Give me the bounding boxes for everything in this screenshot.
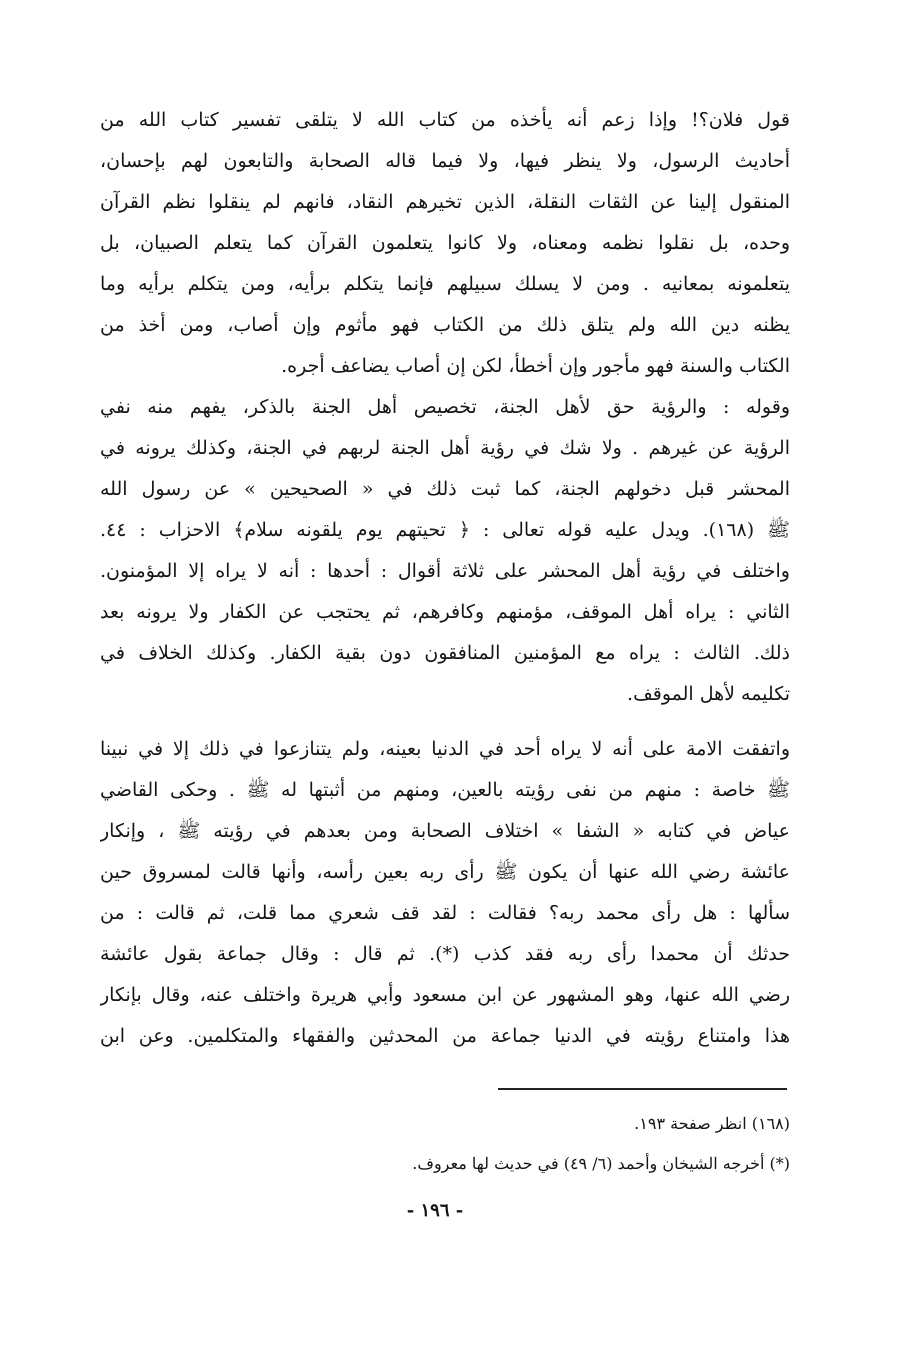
- page-number: - ١٩٦ -: [406, 1200, 464, 1221]
- main-text: [100, 100, 790, 1057]
- text-line: حدثك أن محمدا رأى ربه فقد كذب (*). ثم قال : وقال جماعة بقول عائشة: [100, 943, 790, 965]
- paragraph-1: [100, 100, 790, 387]
- text-line: عائشة رضي الله عنها أن يكون ﷺ رأى ربه بعين رأسه، وأنها قالت لمسروق حين: [100, 861, 790, 883]
- text-line: رضي الله عنها، وهو المشهور عن ابن مسعود وأبي هريرة واختلف عنه، وقال بإنكار: [100, 984, 790, 1006]
- footnote-divider: [498, 1088, 787, 1090]
- text-line: واتفقت الامة على أنه لا يراه أحد في الدنيا بعينه، ولم يتنازعوا في ذلك إلا في نبينا: [100, 738, 790, 760]
- text-line: وقوله : والرؤية حق لأهل الجنة، تخصيص أهل الجنة بالذكر، يفهم منه نفي: [100, 396, 790, 418]
- footnote-168: (١٦٨) انظر صفحة ١٩٣.: [634, 1114, 790, 1133]
- text-line: عياض في كتابه « الشفا » اختلاف الصحابة ومن بعدهم في رؤيته ﷺ ، وإنكار: [100, 820, 790, 842]
- text-line: الكتاب والسنة فهو مأجور وإن أخطأ، لكن إن أصاب يضاعف أجره.: [281, 355, 790, 377]
- paragraph-spacer: [100, 715, 790, 729]
- text-line: تكليمه لأهل الموقف.: [627, 683, 790, 705]
- paragraph-3: [100, 729, 790, 1057]
- text-line: قول فلان؟! وإذا زعم أنه يأخذه من كتاب الله لا يتلقى تفسير كتاب الله من: [100, 109, 790, 131]
- text-line: أحاديث الرسول، ولا ينظر فيها، ولا فيما قاله الصحابة والتابعون لهم بإحسان،: [100, 150, 790, 172]
- text-line: المنقول إلينا عن الثقات النقلة، الذين تخيرهم النقاد، فانهم لم ينقلوا نظم القرآن: [100, 191, 790, 213]
- text-line: سألها : هل رأى محمد ربه؟ فقالت : لقد قف شعري مما قلت، ثم قالت : من: [100, 902, 790, 924]
- text-line: هذا وامتناع رؤيته في الدنيا جماعة من المحدثين والفقهاء والمتكلمين. وعن ابن: [100, 1025, 790, 1047]
- text-line: ﷺ (١٦٨). ويدل عليه قوله تعالى : ﴿ تحيتهم يوم يلقونه سلام﴾ الاحزاب : ٤٤.: [100, 519, 790, 541]
- paragraph-2: [100, 387, 790, 715]
- footnote-asterisk: (*) أخرجه الشيخان وأحمد (٦/ ٤٩) في حديث لها معروف.: [412, 1154, 790, 1173]
- text-line: ذلك. الثالث : يراه مع المؤمنين المنافقون دون بقية الكفار. وكذلك الخلاف في: [100, 642, 790, 664]
- text-line: الرؤية عن غيرهم . ولا شك في رؤية أهل الجنة لربهم في الجنة، وكذلك يرونه في: [100, 437, 790, 459]
- text-line: واختلف في رؤية أهل المحشر على ثلاثة أقوال : أحدها : أنه لا يراه إلا المؤمنون.: [100, 560, 790, 582]
- text-line: وحده، بل نقلوا نظمه ومعناه، ولا كانوا يتعلمون القرآن كما يتعلم الصبيان، بل: [100, 232, 790, 254]
- text-line: الثاني : يراه أهل الموقف، مؤمنهم وكافرهم، ثم يحتجب عن الكفار ولا يرونه بعد: [100, 601, 790, 623]
- text-line: ﷺ خاصة : منهم من نفى رؤيته بالعين، ومنهم من أثبتها له ﷺ . وحكى القاضي: [100, 779, 790, 801]
- text-line: المحشر قبل دخولهم الجنة، كما ثبت ذلك في « الصحيحين » عن رسول الله: [100, 478, 790, 500]
- footnotes: [300, 1104, 790, 1184]
- text-line: يتعلمونه بمعانيه . ومن لا يسلك سبيلهم فإنما يتكلم برأيه، ومن يتكلم برأيه وما: [100, 273, 790, 295]
- text-line: يظنه دين الله ولم يتلق ذلك من الكتاب فهو مأثوم وإن أصاب، ومن أخذ من: [100, 314, 790, 336]
